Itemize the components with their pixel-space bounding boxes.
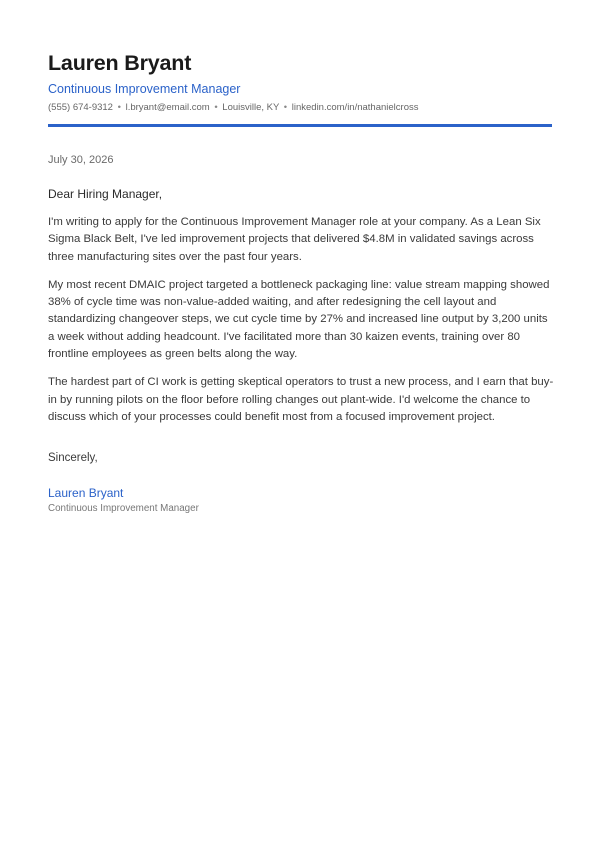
salutation: Dear Hiring Manager,	[48, 187, 163, 201]
applicant-name: Lauren Bryant	[48, 51, 192, 75]
contact-separator: •	[214, 102, 218, 113]
contact-linkedin: linkedin.com/in/nathanielcross	[291, 102, 419, 113]
letter-header	[48, 0, 552, 127]
contact-email: l.bryant@email.com	[125, 102, 210, 113]
body-paragraph-3: The hardest part of CI work is getting skeptical operators to trust a new process, and I earn that buy-in by running pilots on the floor before rolling changes out plant-wide. I'd welcome the chance to discuss which of your processes could benefit most from a focused improvement project.	[48, 376, 554, 423]
body-paragraph-2: My most recent DMAIC project targeted a bottleneck packaging line: value stream mapping showed 38% of cycle time was non-value-added waiting, and after redesigning the cell layout and standardizing changeover steps, we cut cycle time by 27% and increased line output by 3,200 units a week without adding headcount. I've facilitated more than 30 kaizen events, training over 80 frontline employees as green belts along the way.	[48, 278, 550, 361]
contact-line	[48, 101, 552, 114]
contact-phone: (555) 674-9312	[48, 102, 113, 113]
contact-separator: •	[117, 102, 121, 113]
signature-name: Lauren Bryant	[48, 486, 124, 501]
contact-separator: •	[283, 102, 288, 113]
applicant-title: Continuous Improvement Manager	[48, 82, 241, 96]
contact-location: Louisville, KY	[222, 102, 280, 113]
letter-date: July 30, 2026	[48, 154, 114, 166]
header-divider	[48, 124, 552, 127]
closing: Sincerely,	[48, 452, 98, 465]
signature-title: Continuous Improvement Manager	[48, 503, 199, 515]
body-paragraph-1: I'm writing to apply for the Continuous Improvement Manager role at your company. As a Lean Six Sigma Black Belt, I've led improvement projects that delivered $4.8M in validated savings across three manufacturing sites over the past four years.	[48, 216, 541, 263]
